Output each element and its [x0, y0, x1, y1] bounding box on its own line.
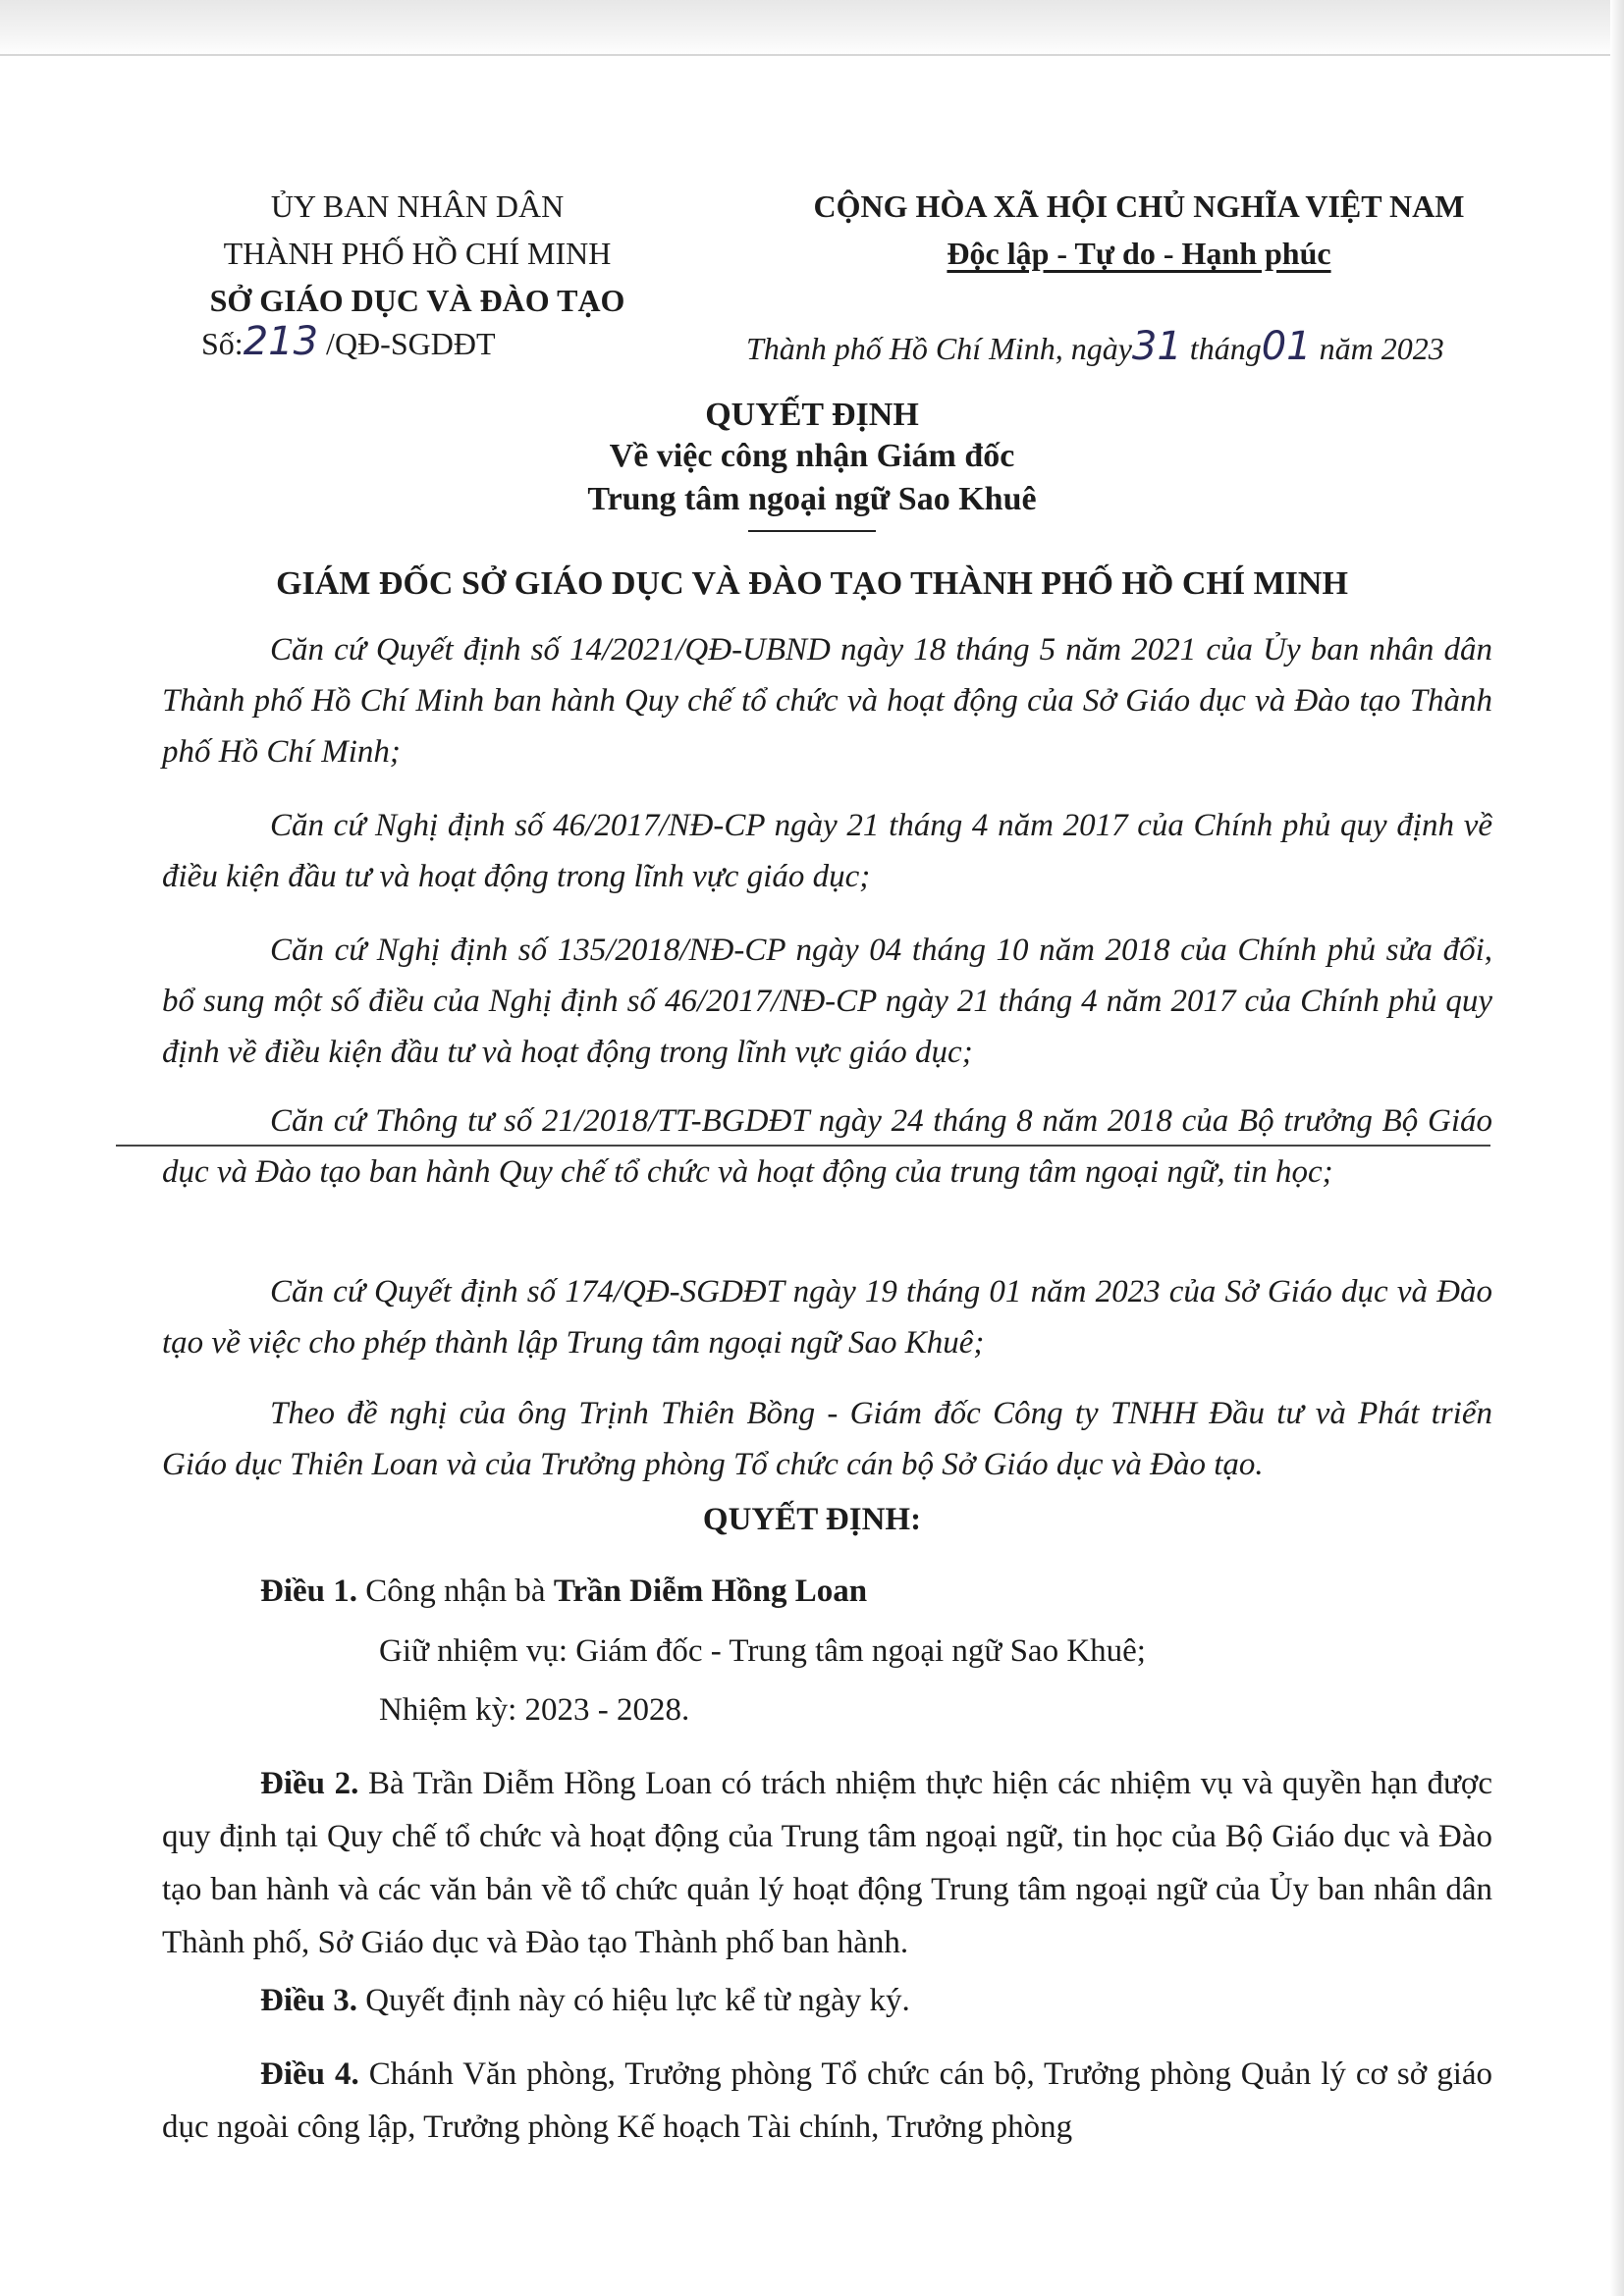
scan-line-artifact — [116, 1145, 1490, 1147]
country-name: CỘNG HÒA XÃ HỘI CHỦ NGHĨA VIỆT NAM — [813, 188, 1465, 224]
motto: Độc lập - Tự do - Hạnh phúc — [947, 236, 1331, 271]
preamble-3: Căn cứ Nghị định số 135/2018/NĐ-CP ngày 04 tháng 10 năm 2018 của Chính phủ sửa đổi, bổ sung một số điều của Nghị định số 46/2017/NĐ-CP ngày 21 tháng 4 năm 2017 của Chính phủ quy định về điều kiện đầu tư và hoạt động trong lĩnh vực giáo dục; — [162, 933, 1492, 1070]
date-prefix: Thành phố Hồ Chí Minh, ngày — [746, 331, 1132, 366]
article-1-duty: Giữ nhiệm vụ: Giám đốc - Trung tâm ngoại ngữ Sao Khuê; — [379, 1633, 1146, 1669]
article-4-label: Điều 4. — [260, 2056, 359, 2092]
preamble-5: Căn cứ Quyết định số 174/QĐ-SGDĐT ngày 19 tháng 01 năm 2023 của Sở Giáo dục và Đào tạo về việc cho phép thành lập Trung tâm ngoại ngữ Sao Khuê; — [162, 1274, 1492, 1361]
article-1-name: Trần Diễm Hồng Loan — [553, 1574, 868, 1609]
preamble-6: Theo đề nghị của ông Trịnh Thiên Bồng - Giám đốc Công ty TNHH Đầu tư và Phát triển Giáo dục Thiên Loan và của Trưởng phòng Tổ chức cán bộ Sở Giáo dục và Đào tạo. — [162, 1396, 1492, 1482]
article-3 — [162, 1974, 1492, 2027]
decision-heading: QUYẾT ĐỊNH: — [702, 1502, 922, 1537]
date-day: 31 — [1131, 324, 1182, 369]
scan-edge-right — [1610, 0, 1624, 2296]
authority-title: GIÁM ĐỐC SỞ GIÁO DỤC VÀ ĐÀO TẠO THÀNH PHỐ HỒ CHÍ MINH — [276, 565, 1348, 602]
article-1-text: Công nhận bà — [365, 1574, 546, 1609]
decision-subject-1: Về việc công nhận Giám đốc — [609, 438, 1015, 474]
page-edge-shadow — [0, 54, 1610, 56]
title-underline — [748, 530, 876, 532]
decision-title: QUYẾT ĐỊNH — [705, 397, 919, 433]
article-4-text: Chánh Văn phòng, Trưởng phòng Tổ chức cán bộ, Trưởng phòng Quản lý cơ sở giáo dục ngoài công lập, Trưởng phòng Kế hoạch Tài chính, Trưởng phòng — [162, 2056, 1493, 2145]
article-1-term: Nhiệm kỳ: 2023 - 2028. — [379, 1692, 690, 1728]
agency-line-3: SỞ GIÁO DỤC VÀ ĐÀO TẠO — [209, 283, 625, 318]
document-number — [201, 319, 495, 364]
agency-line-2: THÀNH PHỐ HỒ CHÍ MINH — [223, 236, 612, 271]
article-2-label: Điều 2. — [260, 1766, 359, 1801]
preamble-2: Căn cứ Nghị định số 46/2017/NĐ-CP ngày 21 tháng 4 năm 2017 của Chính phủ quy định về điều kiện đầu tư và hoạt động trong lĩnh vực giáo dục; — [162, 808, 1492, 894]
issuing-agency-header — [157, 183, 677, 324]
national-motto-header — [727, 183, 1551, 277]
article-2-text: Bà Trần Diễm Hồng Loan có trách nhiệm thực hiện các nhiệm vụ và quyền hạn được quy định tại Quy chế tổ chức và hoạt động của Trung tâm ngoại ngữ, tin học của Bộ Giáo dục và Đào tạo ban hành và các văn bản về tổ chức quản lý hoạt động Trung tâm ngoại ngữ của Ủy ban nhân dân Thành phố, Sở Giáo dục và Đào tạo Thành phố ban hành. — [162, 1766, 1492, 1960]
scan-edge-top — [0, 0, 1624, 57]
article-3-text: Quyết định này có hiệu lực kể từ ngày ký. — [365, 1983, 910, 2018]
date-month-label: tháng — [1189, 331, 1262, 366]
number-prefix: Số: — [201, 326, 244, 361]
decision-subject-2: Trung tâm ngoại ngữ Sao Khuê — [587, 481, 1037, 517]
agency-line-1: ỦY BAN NHÂN DÂN — [270, 188, 565, 224]
article-1-label: Điều 1. — [260, 1574, 357, 1609]
article-4 — [162, 2048, 1492, 2154]
preamble-1: Căn cứ Quyết định số 14/2021/QĐ-UBND ngày 18 tháng 5 năm 2021 của Ủy ban nhân dân Thành phố Hồ Chí Minh ban hành Quy chế tổ chức và hoạt động của Sở Giáo dục và Đào tạo Thành phố Hồ Chí Minh; — [162, 632, 1492, 770]
article-1 — [162, 1565, 1492, 1618]
issue-date — [746, 324, 1444, 369]
preamble-4: Căn cứ Thông tư số 21/2018/TT-BGDĐT ngày 24 tháng 8 năm 2018 của Bộ trưởng Bộ Giáo dục và Đào tạo ban hành Quy chế tổ chức và hoạt động của trung tâm ngoại ngữ, tin học; — [162, 1103, 1492, 1190]
article-2 — [162, 1757, 1492, 1969]
number-handwritten: 213 — [243, 319, 319, 364]
number-suffix: /QĐ-SGDĐT — [326, 326, 496, 361]
date-year: năm 2023 — [1319, 331, 1444, 366]
date-month: 01 — [1261, 324, 1312, 369]
article-3-label: Điều 3. — [260, 1983, 357, 2018]
